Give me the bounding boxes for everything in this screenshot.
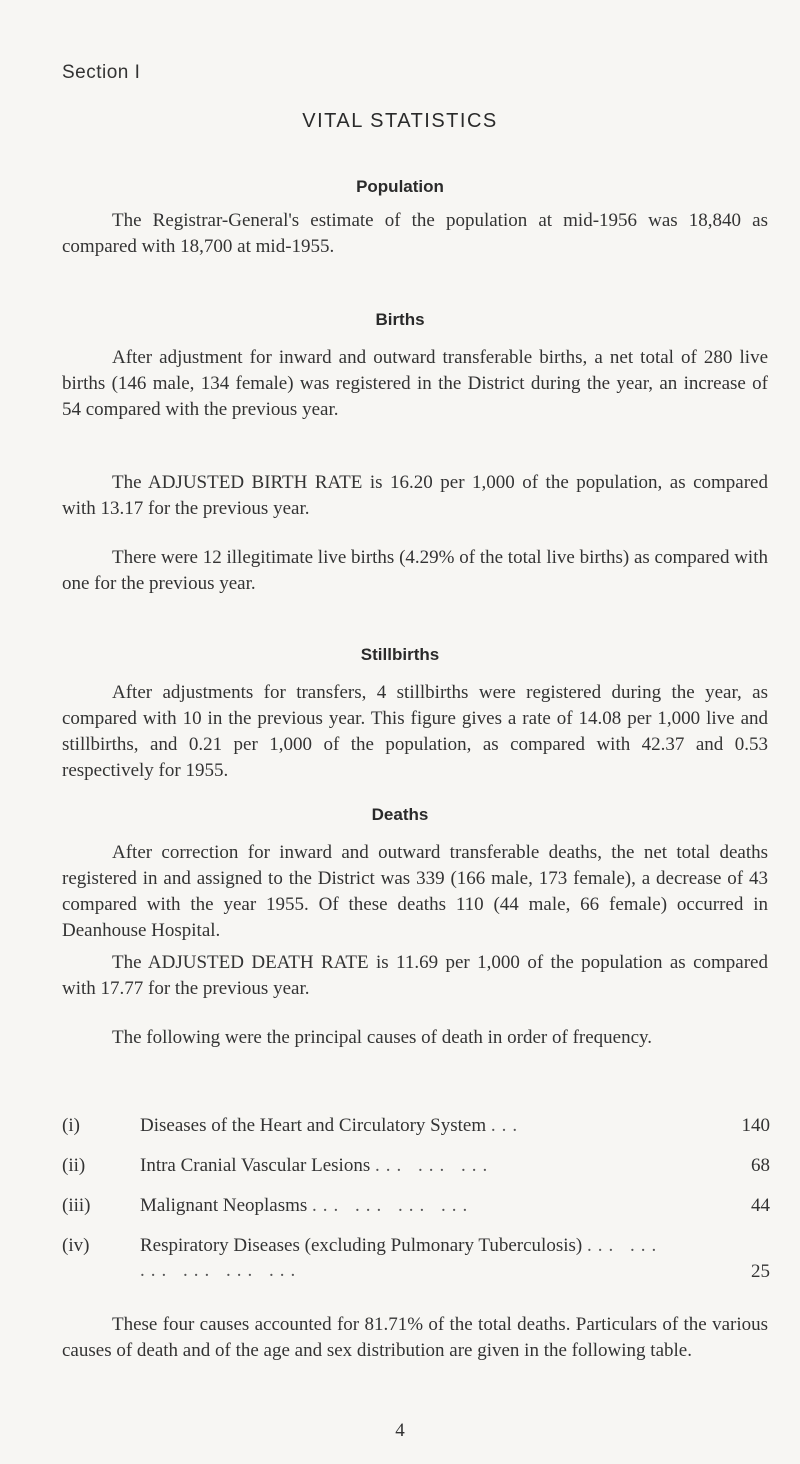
cause-number: (ii) xyxy=(62,1155,86,1176)
cause-label: Malignant Neoplasms xyxy=(140,1195,308,1216)
page-number: 4 xyxy=(395,1420,405,1441)
births-paragraph-2: The ADJUSTED BIRTH RATE is 16.20 per 1,000 of the population, as compared with 13.17 for the previous year. xyxy=(62,472,768,519)
births-heading: Births xyxy=(375,310,425,329)
population-paragraph: The Registrar-General's estimate of the population at mid-1956 was 18,840 as compared with 18,700 at mid-1955. xyxy=(62,210,768,257)
cause-count: 44 xyxy=(751,1195,770,1216)
closing-paragraph: These four causes accounted for 81.71% of the total deaths. Particulars of the various causes of death and of the age and sex distribution are given in the following table. xyxy=(62,1314,768,1361)
leader-dots: ... xyxy=(490,1115,524,1136)
population-heading: Population xyxy=(356,177,444,196)
leader-dots: ... ... ... ... ... ... xyxy=(140,1235,663,1281)
cause-count: 140 xyxy=(741,1115,770,1136)
cause-number: (iii) xyxy=(62,1195,91,1216)
leader-dots: ... ... ... xyxy=(374,1155,494,1176)
cause-label: Intra Cranial Vascular Lesions xyxy=(140,1155,371,1176)
section-label: Section I xyxy=(62,62,141,83)
births-paragraph-1: After adjustment for inward and outward transferable births, a net total of 280 live births (146 male, 134 female) was registered in the District during the year, an increase of 54 compared with the previous year. xyxy=(62,347,768,420)
deaths-paragraph-2: The ADJUSTED DEATH RATE is 11.69 per 1,000 of the population as compared with 17.77 for the previous year. xyxy=(62,952,768,999)
cause-label: Respiratory Diseases (excluding Pulmonary Tuberculosis) xyxy=(140,1235,583,1256)
page-title: VITAL STATISTICS xyxy=(302,110,498,132)
births-paragraph-3: There were 12 illegitimate live births (4.29% of the total live births) as compared with one for the previous year. xyxy=(62,547,768,594)
list-item xyxy=(62,1233,770,1285)
cause-count: 25 xyxy=(751,1261,770,1282)
list-item xyxy=(62,1193,770,1218)
leader-dots: ... ... ... ... xyxy=(312,1195,474,1216)
cause-count: 68 xyxy=(751,1155,770,1176)
cause-number: (i) xyxy=(62,1115,80,1136)
stillbirths-paragraph: After adjustments for transfers, 4 stillbirths were registered during the year, as compared with 10 in the previous year. This figure gives a rate of 14.08 per 1,000 live and stillbirths, and 0.21 per 1,000 of the population, as compared with 42.37 and 0.53 respectively for 1955. xyxy=(62,682,768,781)
stillbirths-heading: Stillbirths xyxy=(360,645,440,664)
cause-label: Diseases of the Heart and Circulatory System xyxy=(140,1115,487,1136)
cause-number: (iv) xyxy=(62,1235,90,1256)
list-item xyxy=(62,1113,770,1138)
deaths-heading: Deaths xyxy=(371,805,429,824)
list-item xyxy=(62,1153,770,1178)
deaths-paragraph-3: The following were the principal causes of death in order of frequency. xyxy=(112,1027,653,1048)
deaths-paragraph-1: After correction for inward and outward transferable deaths, the net total deaths registered in and assigned to the District was 339 (166 male, 173 female), a decrease of 43 compared with the year 1955. Of these deaths 110 (44 male, 66 female) occurred in Deanhouse Hospital. xyxy=(62,842,768,941)
